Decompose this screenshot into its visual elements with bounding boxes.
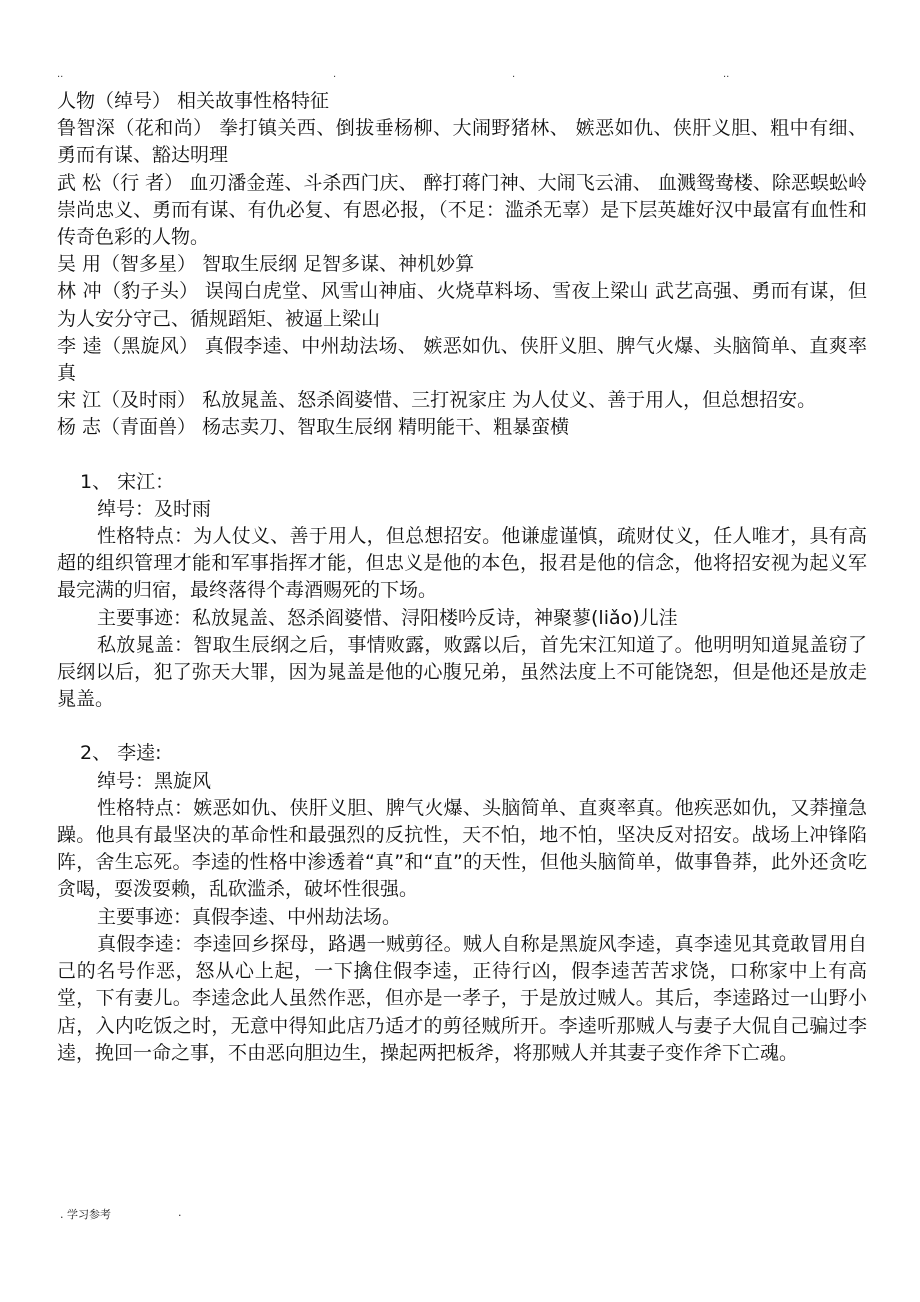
table-row: 杨 志（青面兽） 杨志卖刀、智取生辰纲 精明能干、粗暴蛮横 (57, 416, 570, 439)
table-row: 林 冲（豹子头） 误闯白虎堂、风雪山神庙、火烧草料场、雪夜上梁山 武艺高强、勇而有谋，但为人安分守己、循规蹈矩、被逼上梁山 (57, 280, 867, 330)
section-title-songjiang: 1、 宋江： (80, 470, 175, 493)
table-row: 武 松（行 者） 血刃潘金莲、斗杀西门庆、 醉打蒋门神、大闹飞云浦、 血溅鸳鸯楼、除恶蜈蚣岭崇尚忠义、勇而有谋、有仇必复、有恩必报，（不足：滥杀无辜）是下层英雄好汉中最富有血性和传奇色彩的人物。 (57, 171, 867, 249)
section-detail: 私放晁盖：智取生辰纲之后，事情败露，败露以后，首先宋江知道了。他明明知道晁盖窃了辰纲以后，犯了弥天大罪，因为晁盖是他的心腹兄弟，虽然法度上不可能饶恕，但是他还是放走晁盖。 (57, 633, 867, 711)
section-detail: 真假李逵：李逵回乡探母，路遇一贼剪径。贼人自称是黑旋风李逵，真李逵见其竟敢冒用自己的名号作恶，怒从心上起，一下擒住假李逵，正待行凶，假李逵苦苦求饶，口称家中上有高堂，下有妻儿。李逵念此人虽然作恶，但亦是一孝子，于是放过贼人。其后，李逵路过一山野小店，入内吃饭之时，无意中得知此店乃适才的剪径贼所开。李逵听那贼人与妻子大侃自己骗过李逵，挽回一命之事，不由恶向胆边生，操起两把板斧，将那贼人并其妻子变作斧下亡魂。 (57, 932, 867, 1064)
footer-dot: . (178, 1206, 182, 1219)
table-row: 吴 用（智多星） 智取生辰纲 足智多谋、神机妙算 (57, 253, 475, 276)
section-title-likui: 2、 李逵: (80, 742, 162, 765)
header-dot: .. (723, 69, 730, 80)
table-row: 宋 江（及时雨） 私放晁盖、怒杀阎婆惜、三打祝家庄 为人仗义、善于用人，但总想招安。 (57, 389, 817, 412)
table-header: 人物（绰号） 相关故事性格特征 (57, 90, 330, 112)
header-dot: .. (57, 69, 64, 80)
section-nickname: 绰号：及时雨 (97, 497, 212, 520)
footer-label: . 学习参考 (60, 1208, 111, 1221)
section-events: 主要事迹：真假李逵、中州劫法场。 (97, 905, 402, 928)
header-dot: . (512, 69, 516, 80)
section-events: 主要事迹：私放晁盖、怒杀阎婆惜、浔阳楼吟反诗，神聚蓼(liǎo)儿洼 (97, 606, 678, 629)
table-row: 李 逵（黑旋风） 真假李逵、中州劫法场、 嫉恶如仇、侠肝义胆、脾气火爆、头脑简单、直爽率真 (57, 334, 867, 385)
document-body (57, 88, 867, 1067)
header-dot: . (333, 69, 337, 80)
section-traits: 性格特点：为人仗义、善于用人，但总想招安。他谦虚谨慎，疏财仗义，任人唯才，具有高超的组织管理才能和军事指挥才能，但忠义是他的本色，报君是他的信念，他将招安视为起义军最完满的归宿，最终落得个毒酒赐死的下场。 (57, 525, 867, 602)
section-traits: 性格特点：嫉恶如仇、侠肝义胆、脾气火爆、头脑简单、直爽率真。他疾恶如仇，又莽撞急躁。他具有最坚决的革命性和最强烈的反抗性，天不怕，地不怕，坚决反对招安。战场上冲锋陷阵，舍生忘死。李逵的性格中渗透着“真”和“直”的天性，但他头脑简单，做事鲁莽，此外还贪吃贪喝，耍泼耍赖，乱砍滥杀，破坏性很强。 (57, 796, 867, 901)
table-row: 鲁智深（花和尚） 拳打镇关西、倒拔垂杨柳、大闹野猪林、 嫉恶如仇、侠肝义胆、粗中有细、勇而有谋、豁达明理 (57, 117, 867, 167)
section-nickname: 绰号：黑旋风 (97, 769, 212, 792)
